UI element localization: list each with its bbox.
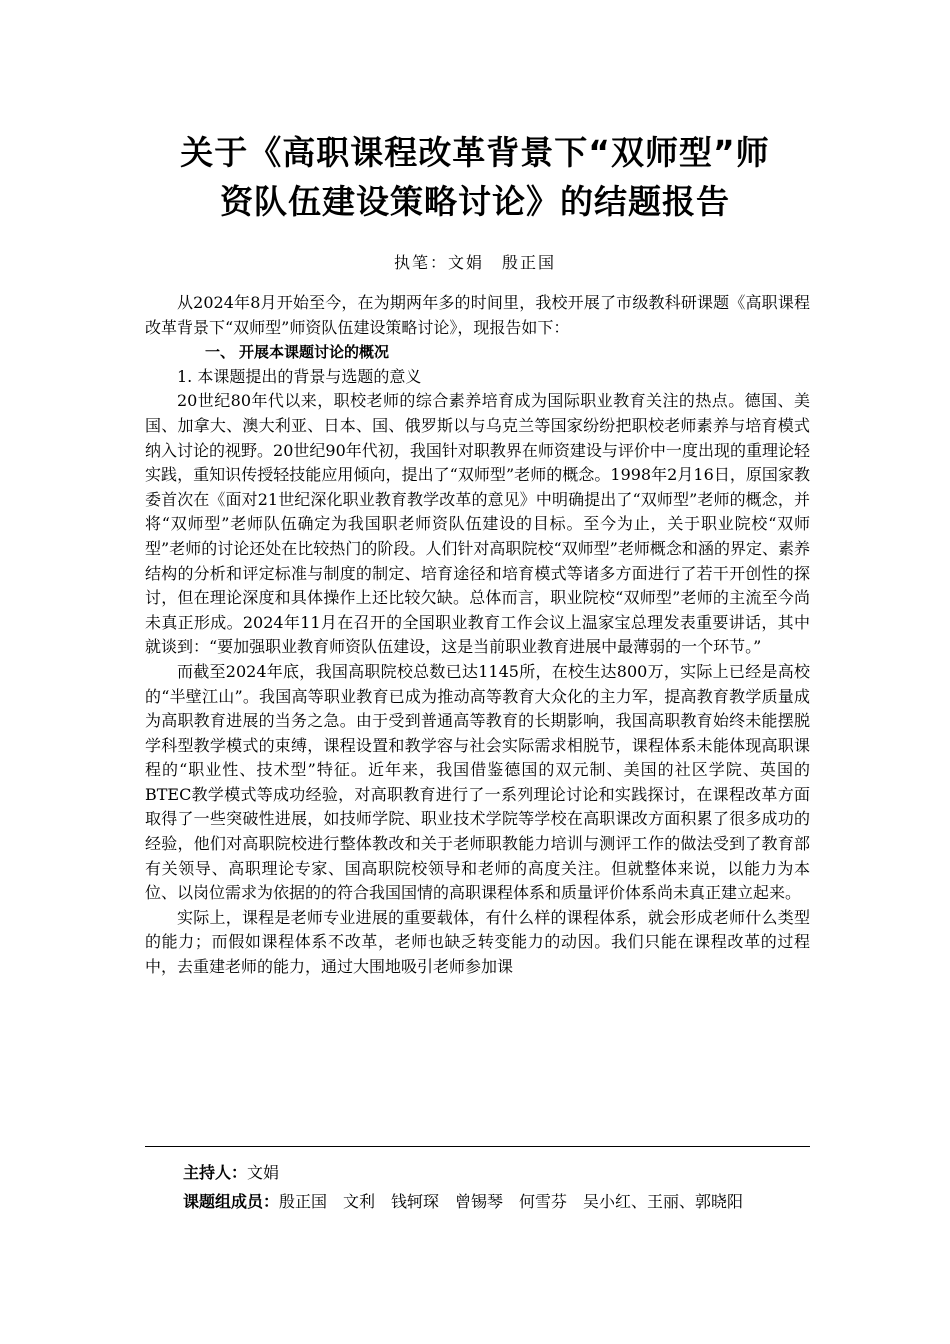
report-title [120,128,830,226]
host-line: 主持人：文娟 [183,1163,280,1182]
section-number: 一、 [205,343,236,362]
body-paragraph: 而截至2024年底，我国高职院校总数已达1145所，在校生达800万，实际上已经是高校的“半壁江山”。我国高等职业教育已成为推动高等教育大众化的主力军，提高教育教学质量成为高职教育进展的当务之急。由于受到普通高等教育的长期影响，我国高职教育始终未能摆脱学科型教学模式的束缚，课程设置和教学容与社会实际需求相脱节，课程体系未能体现高职课程的“职业性、技术型”特征。近年来，我国借鉴德国的双元制、美国的社区学院、英国的BTEC教学模式等成功经验，对高职教育进行了一系列理论讨论和实践探讨，在课程改革方面取得了一些突破性进展，如技师学院、职业技术学院等学校在高职课改方面积累了很多成功的经验，他们对高职院校进行整体教改和关于老师职教能力培训与测评工作的做法受到了教育部有关领导、高职理论专家、国高职院校领导和老师的高度关注。但就整体来说，以能力为本位、以岗位需求为依据的的符合我国国情的高职课程体系和质量评价体系尚未真正建立起来。 [145,661,810,903]
title-line-2: 资队伍建设策略讨论》的结题报告 [220,182,730,221]
body-paragraph: 实际上，课程是老师专业进展的重要载体，有什么样的课程体系，就会形成老师什么类型的能力；而假如课程体系不改革，老师也缺乏转变能力的动因。我们只能在课程改革的过程中，去重建老师的能力，通过大围地吸引老师参加课 [145,907,810,977]
section-title: 开展本课题讨论的概况 [239,343,390,362]
section-heading [145,340,810,365]
members-line: 课题组成员：殷正国 文利 钱轲琛 曾锡琴 何雪芬 吴小红、王丽、郭晓阳 [183,1192,744,1211]
body-paragraph: 20世纪80年代以来，职校老师的综合素养培育成为国际职业教育关注的热点。德国、美国、加拿大、澳大利亚、日本、国、俄罗斯以与乌克兰等国家纷纷把职校老师素养与培育模式纳入讨论的视野。20世纪90年代初，我国针对职教界在师资建设与评价中一度出现的重理论轻实践，重知识传授轻技能应用倾向，提出了“双师型”老师的概念。1998年2月16日，原国家教委首次在《面对21世纪深化职业教育教学改革的意见》中明确提出了“双师型”老师的概念，并将“双师型”老师队伍确定为我国职老师资队伍建设的目标。至今为止，关于职业院校“双师型”老师的讨论还处在比较热门的阶段。人们针对高职院校“双师型”老师概念和涵的界定、素养结构的分析和评定标准与制度的制定、培育途径和培育模式等诸多方面进行了若干开创性的探讨，但在理论深度和具体操作上还比较欠缺。总体而言，职业院校“双师型”老师的主流至今尚未真正形成。2024年11月在召开的全国职业教育工作会议上温家宝总理发表重要讲话，其中就谈到：“要加强职业教育师资队伍建设，这是当前职业教育进展中最薄弱的一个环节。” [145,391,810,657]
members-label: 课题组成员 [183,1192,264,1211]
credits-block [183,1158,743,1216]
divider-line [145,1146,810,1147]
report-body [145,291,810,980]
intro-paragraph: 从2024年8月开始至今，在为期两年多的时间里，我校开展了市级教科研课题《高职课程改革背景下“双师型”师资队伍建设策略讨论》，现报告如下： [145,293,810,337]
author-byline: 执笔：文娟 殷正国 [393,253,556,272]
host-name: 文娟 [247,1163,280,1182]
members-names: 殷正国 文利 钱轲琛 曾锡琴 何雪芬 吴小红、王丽、郭晓阳 [279,1192,744,1211]
subsection-heading: 1. 本课题提出的背景与选题的意义 [177,366,422,386]
title-line-1: 关于《高职课程改革背景下“双师型”师 [180,133,770,172]
host-label: 主持人 [183,1163,232,1182]
